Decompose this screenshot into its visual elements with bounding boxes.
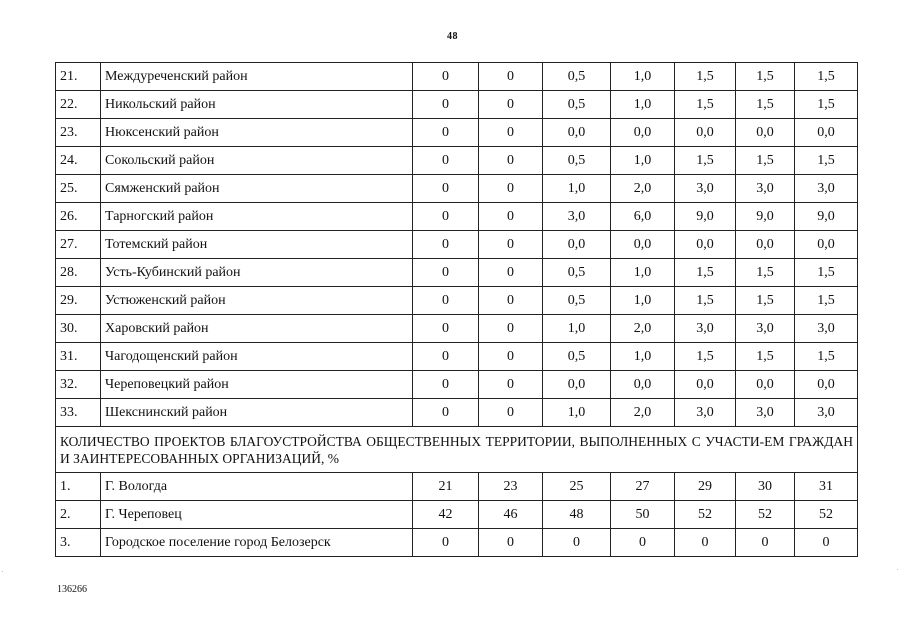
value-cell: 0,0 bbox=[675, 231, 736, 259]
value-cell: 1,5 bbox=[795, 91, 858, 119]
value-cell: 0 bbox=[479, 343, 543, 371]
table-row bbox=[56, 175, 858, 203]
value-cell: 0,5 bbox=[543, 91, 611, 119]
document-code: 136266 bbox=[57, 584, 87, 595]
value-cell: 0 bbox=[479, 91, 543, 119]
table-row bbox=[56, 147, 858, 175]
value-cell: 27 bbox=[611, 473, 675, 501]
district-name: Междуреченский район bbox=[101, 63, 413, 91]
value-cell: 0,5 bbox=[543, 259, 611, 287]
value-cell: 3,0 bbox=[736, 315, 795, 343]
table-row bbox=[56, 501, 858, 529]
value-cell: 1,5 bbox=[795, 259, 858, 287]
value-cell: 3,0 bbox=[736, 175, 795, 203]
row-number: 31. bbox=[56, 343, 101, 371]
value-cell: 3,0 bbox=[675, 399, 736, 427]
value-cell: 0 bbox=[413, 315, 479, 343]
value-cell: 1,0 bbox=[611, 147, 675, 175]
scan-edge-mark-right: . bbox=[897, 566, 899, 572]
table-row bbox=[56, 231, 858, 259]
value-cell: 52 bbox=[795, 501, 858, 529]
district-name: Г. Вологда bbox=[101, 473, 413, 501]
value-cell: 0 bbox=[413, 203, 479, 231]
value-cell: 0 bbox=[675, 529, 736, 557]
value-cell: 0,0 bbox=[611, 119, 675, 147]
row-number: 22. bbox=[56, 91, 101, 119]
row-number: 28. bbox=[56, 259, 101, 287]
value-cell: 1,5 bbox=[736, 147, 795, 175]
value-cell: 52 bbox=[736, 501, 795, 529]
table-row bbox=[56, 259, 858, 287]
value-cell: 9,0 bbox=[736, 203, 795, 231]
value-cell: 48 bbox=[543, 501, 611, 529]
district-name: Усть-Кубинский район bbox=[101, 259, 413, 287]
data-table bbox=[55, 62, 858, 557]
value-cell: 1,0 bbox=[543, 175, 611, 203]
value-cell: 3,0 bbox=[795, 315, 858, 343]
row-number: 33. bbox=[56, 399, 101, 427]
row-number: 27. bbox=[56, 231, 101, 259]
row-number: 2. bbox=[56, 501, 101, 529]
value-cell: 0 bbox=[413, 147, 479, 175]
table-row bbox=[56, 473, 858, 501]
value-cell: 0 bbox=[479, 63, 543, 91]
table-row bbox=[56, 63, 858, 91]
value-cell: 1,0 bbox=[611, 63, 675, 91]
value-cell: 1,5 bbox=[675, 147, 736, 175]
value-cell: 0 bbox=[479, 203, 543, 231]
value-cell: 0,0 bbox=[543, 119, 611, 147]
value-cell: 1,5 bbox=[795, 343, 858, 371]
value-cell: 0,0 bbox=[736, 371, 795, 399]
value-cell: 1,0 bbox=[611, 343, 675, 371]
value-cell: 1,5 bbox=[675, 91, 736, 119]
value-cell: 0,0 bbox=[675, 371, 736, 399]
district-name: Устюженский район bbox=[101, 287, 413, 315]
district-name: Г. Череповец bbox=[101, 501, 413, 529]
value-cell: 0,0 bbox=[795, 119, 858, 147]
table-row bbox=[56, 203, 858, 231]
value-cell: 3,0 bbox=[675, 175, 736, 203]
table-row bbox=[56, 371, 858, 399]
section-a-body bbox=[56, 63, 858, 427]
value-cell: 46 bbox=[479, 501, 543, 529]
section-b-body bbox=[56, 473, 858, 557]
value-cell: 0,0 bbox=[543, 371, 611, 399]
district-name: Сямженский район bbox=[101, 175, 413, 203]
value-cell: 1,5 bbox=[736, 63, 795, 91]
table-row bbox=[56, 119, 858, 147]
value-cell: 0,5 bbox=[543, 287, 611, 315]
table-row bbox=[56, 315, 858, 343]
value-cell: 0 bbox=[413, 399, 479, 427]
row-number: 25. bbox=[56, 175, 101, 203]
value-cell: 0 bbox=[413, 175, 479, 203]
district-name: Харовский район bbox=[101, 315, 413, 343]
value-cell: 6,0 bbox=[611, 203, 675, 231]
value-cell: 0 bbox=[413, 63, 479, 91]
district-name: Тотемский район bbox=[101, 231, 413, 259]
value-cell: 1,5 bbox=[795, 63, 858, 91]
value-cell: 1,5 bbox=[675, 63, 736, 91]
value-cell: 0 bbox=[479, 231, 543, 259]
value-cell: 2,0 bbox=[611, 175, 675, 203]
row-number: 32. bbox=[56, 371, 101, 399]
value-cell: 0 bbox=[413, 91, 479, 119]
value-cell: 1,0 bbox=[543, 315, 611, 343]
value-cell: 1,5 bbox=[795, 147, 858, 175]
value-cell: 1,5 bbox=[736, 259, 795, 287]
district-name: Шекснинский район bbox=[101, 399, 413, 427]
row-number: 30. bbox=[56, 315, 101, 343]
value-cell: 3,0 bbox=[675, 315, 736, 343]
value-cell: 0,0 bbox=[736, 119, 795, 147]
value-cell: 1,0 bbox=[543, 399, 611, 427]
district-name: Череповецкий район bbox=[101, 371, 413, 399]
value-cell: 0 bbox=[413, 371, 479, 399]
value-cell: 0,5 bbox=[543, 63, 611, 91]
value-cell: 29 bbox=[675, 473, 736, 501]
value-cell: 0 bbox=[479, 399, 543, 427]
value-cell: 0 bbox=[479, 287, 543, 315]
value-cell: 31 bbox=[795, 473, 858, 501]
value-cell: 25 bbox=[543, 473, 611, 501]
value-cell: 0,0 bbox=[611, 231, 675, 259]
table-row bbox=[56, 287, 858, 315]
value-cell: 30 bbox=[736, 473, 795, 501]
value-cell: 0 bbox=[795, 529, 858, 557]
value-cell: 0,0 bbox=[675, 119, 736, 147]
row-number: 29. bbox=[56, 287, 101, 315]
table-row bbox=[56, 91, 858, 119]
value-cell: 0 bbox=[479, 147, 543, 175]
value-cell: 9,0 bbox=[795, 203, 858, 231]
row-number: 24. bbox=[56, 147, 101, 175]
value-cell: 9,0 bbox=[675, 203, 736, 231]
district-name: Тарногский район bbox=[101, 203, 413, 231]
value-cell: 0 bbox=[413, 343, 479, 371]
value-cell: 1,5 bbox=[736, 343, 795, 371]
value-cell: 0 bbox=[479, 371, 543, 399]
value-cell: 0,0 bbox=[543, 231, 611, 259]
value-cell: 42 bbox=[413, 501, 479, 529]
value-cell: 0 bbox=[479, 529, 543, 557]
row-number: 21. bbox=[56, 63, 101, 91]
value-cell: 3,0 bbox=[795, 399, 858, 427]
value-cell: 0 bbox=[413, 119, 479, 147]
district-name: Городское поселение город Белозерск bbox=[101, 529, 413, 557]
value-cell: 1,0 bbox=[611, 91, 675, 119]
value-cell: 0 bbox=[413, 259, 479, 287]
scan-edge-mark-left: . bbox=[2, 568, 4, 574]
value-cell: 0 bbox=[413, 287, 479, 315]
district-name: Никольский район bbox=[101, 91, 413, 119]
section-b-header-body bbox=[56, 427, 858, 473]
value-cell: 1,5 bbox=[795, 287, 858, 315]
value-cell: 1,5 bbox=[736, 287, 795, 315]
value-cell: 0 bbox=[479, 259, 543, 287]
value-cell: 3,0 bbox=[736, 399, 795, 427]
row-number: 23. bbox=[56, 119, 101, 147]
section-title: КОЛИЧЕСТВО ПРОЕКТОВ БЛАГОУСТРОЙСТВА ОБЩЕСТВЕННЫХ ТЕРРИТОРИИ, ВЫПОЛНЕННЫХ С УЧАСТИ-ЕМ ГРАЖДАН И ЗАИНТЕРЕСОВАННЫХ ОРГАНИЗАЦИЙ, % bbox=[56, 427, 858, 473]
value-cell: 1,5 bbox=[736, 91, 795, 119]
value-cell: 0 bbox=[413, 529, 479, 557]
value-cell: 2,0 bbox=[611, 315, 675, 343]
value-cell: 0 bbox=[413, 231, 479, 259]
row-number: 26. bbox=[56, 203, 101, 231]
value-cell: 0 bbox=[736, 529, 795, 557]
district-name: Нюксенский район bbox=[101, 119, 413, 147]
value-cell: 0,0 bbox=[611, 371, 675, 399]
value-cell: 2,0 bbox=[611, 399, 675, 427]
value-cell: 50 bbox=[611, 501, 675, 529]
district-name: Чагодощенский район bbox=[101, 343, 413, 371]
table-row bbox=[56, 399, 858, 427]
value-cell: 0 bbox=[543, 529, 611, 557]
page-number: 48 bbox=[447, 31, 458, 42]
value-cell: 1,0 bbox=[611, 259, 675, 287]
value-cell: 1,5 bbox=[675, 287, 736, 315]
value-cell: 1,5 bbox=[675, 343, 736, 371]
section-title-row bbox=[56, 427, 858, 473]
table-row bbox=[56, 343, 858, 371]
value-cell: 0,0 bbox=[795, 231, 858, 259]
value-cell: 0 bbox=[479, 175, 543, 203]
district-name: Сокольский район bbox=[101, 147, 413, 175]
value-cell: 23 bbox=[479, 473, 543, 501]
value-cell: 3,0 bbox=[543, 203, 611, 231]
value-cell: 0,5 bbox=[543, 343, 611, 371]
row-number: 1. bbox=[56, 473, 101, 501]
value-cell: 52 bbox=[675, 501, 736, 529]
value-cell: 0,5 bbox=[543, 147, 611, 175]
value-cell: 0,0 bbox=[736, 231, 795, 259]
value-cell: 3,0 bbox=[795, 175, 858, 203]
value-cell: 0 bbox=[611, 529, 675, 557]
value-cell: 0 bbox=[479, 315, 543, 343]
table-row bbox=[56, 529, 858, 557]
value-cell: 1,0 bbox=[611, 287, 675, 315]
value-cell: 21 bbox=[413, 473, 479, 501]
value-cell: 1,5 bbox=[675, 259, 736, 287]
value-cell: 0,0 bbox=[795, 371, 858, 399]
value-cell: 0 bbox=[479, 119, 543, 147]
row-number: 3. bbox=[56, 529, 101, 557]
